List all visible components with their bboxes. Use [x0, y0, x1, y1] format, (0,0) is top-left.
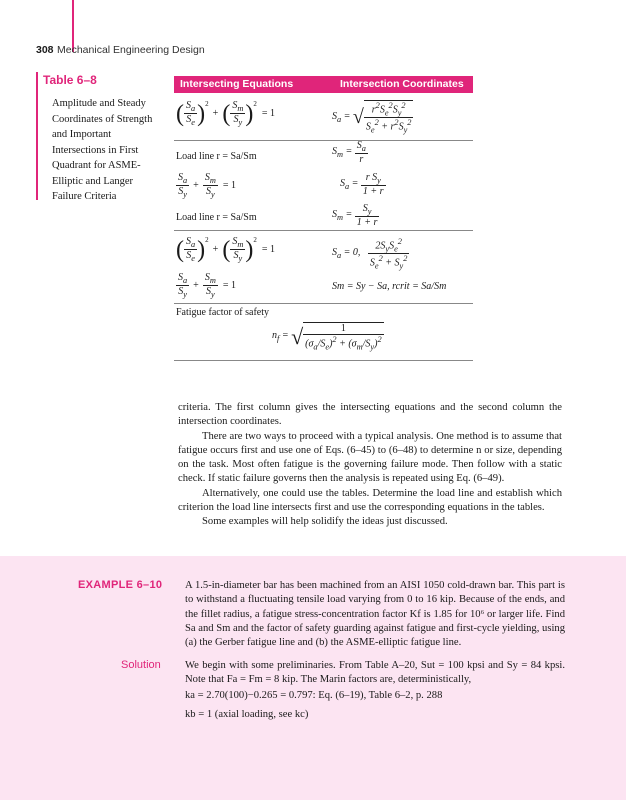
col1-header: Intersecting Equations — [180, 78, 294, 90]
example-text: A 1.5-in-diameter bar has been machined from an AISI 1050 cold-drawn bar. This part is to withstand a fluctuating tensile load varying from 0 to 16 kip. Because of the ends, and the fillet radius, a fatigue stress-concentration factor Kf is 1.85 for 10⁶ or larger life. Find Sa and Sm and the factor of safety guarding against fatigue and first-cycle yielding, using (a) the Gerber fatigue line and (b) the ASME-elliptic fatigue line. — [185, 580, 565, 649]
eq-langer-2: $\frac{S_a}{S_y}$ + $\frac{S_m}{S_y}$ = 1 — [178, 272, 236, 299]
paragraph: criteria. The first column gives the intersecting equations and the second column the intersection coordinates. — [178, 402, 562, 428]
caption-line: Amplitude and Steady — [52, 98, 146, 109]
paragraph: Alternatively, one could use the tables. Determine the load line and establish which criterion the load line intersects first and use the corresponding equations in the tables. — [178, 487, 562, 514]
table-row-divider — [174, 140, 473, 141]
caption-line: Elliptic and Langer — [52, 175, 134, 187]
table-row-divider — [174, 303, 473, 304]
example-label: EXAMPLE 6–10 — [78, 579, 163, 591]
eq-elliptic-2: ( $\frac{S_a}{S_e}$ ) 2 + ( $\frac{S_m}{S_y}$ ) 2 = 1 — [176, 235, 275, 263]
load-line-1: Load line r = Sa/Sm — [176, 151, 257, 162]
table-row-divider — [174, 230, 473, 231]
caption-line: Quadrant for ASME- — [52, 160, 141, 171]
coord-sa-langer: $S_a$ = $\frac{r S_y}{1 + r}$ — [340, 172, 384, 197]
table-caption-rule — [36, 72, 38, 200]
body-text — [178, 401, 562, 530]
coord-sm-1: $S_m$ = $\frac{S_a}{r}$ — [332, 140, 366, 165]
solution-text: We begin with some preliminaries. From Table A–20, Sut = 100 kpsi and Sy = 84 kpsi. Note that Fa = Fm = 8 kip. The Marin factors are, deterministically, — [185, 660, 565, 686]
caption-line: Coordinates of Strength — [52, 113, 153, 125]
col2-header: Intersection Coordinates — [340, 78, 464, 90]
coord-sa-zero: $S_a = 0$, $\frac{2S_yS_e^2}{S_e^2 + S_y^2}$ — [332, 237, 408, 271]
caption-line: Failure Criteria — [52, 191, 117, 202]
ka-line: ka = 2.70(100)−0.265 = 0.797: Eq. (6–19), Table 6–2, p. 288 — [185, 690, 443, 701]
eq-langer: $\frac{S_a}{S_y}$ + $\frac{S_m}{S_y}$ = 1 — [178, 172, 236, 199]
table-caption — [52, 96, 172, 205]
paragraph: There are two ways to proceed with a typical analysis. One method is to assume that fatigue occurs first and use one of Eqs. (6–45) to (6–48) to determine n or size, depending on the task. Most often fatigue is the governing failure mode. Then follow with a static check. If static failure governs then the analysis is repeated using Eq. (6–49). — [178, 430, 562, 485]
coord-sm-sy: Sm = Sy − Sa, rcrit = Sa/Sm — [332, 281, 447, 292]
kb-line: kb = 1 (axial loading, see kc) — [185, 709, 309, 720]
table-bottom-rule — [174, 360, 473, 361]
solution-label: Solution — [121, 659, 161, 671]
page-number: 308 — [36, 44, 54, 56]
fos-label: Fatigue factor of safety — [176, 307, 270, 318]
load-line-2: Load line r = Sa/Sm — [176, 212, 257, 223]
caption-line: and Important — [52, 129, 112, 140]
coord-sm-2: $S_m$ = $\frac{S_y}{1 + r}$ — [332, 203, 378, 228]
paragraph: Some examples will help solidify the ideas just discussed. — [202, 516, 448, 528]
eq-fos: $n_f$ = √ $\frac{1}{(\sigma_a/S_e)^2 + (\sigma_m/S_y)^2}$ — [272, 323, 382, 352]
table-header — [174, 76, 473, 93]
caption-line: Intersections in First — [52, 144, 139, 156]
coord-sa-elliptic: $S_a$ = √ $\frac{r^2S_e^2S_y^2}{S_e^2 + r^2S_y^2}$ — [332, 101, 412, 135]
running-title: Mechanical Engineering Design — [57, 44, 205, 56]
table-title: Table 6–8 — [43, 73, 97, 87]
eq-elliptic: ( $\frac{S_a}{S_e}$ ) 2 + ( $\frac{S_m}{S_y}$ ) 2 = 1 — [176, 99, 275, 127]
